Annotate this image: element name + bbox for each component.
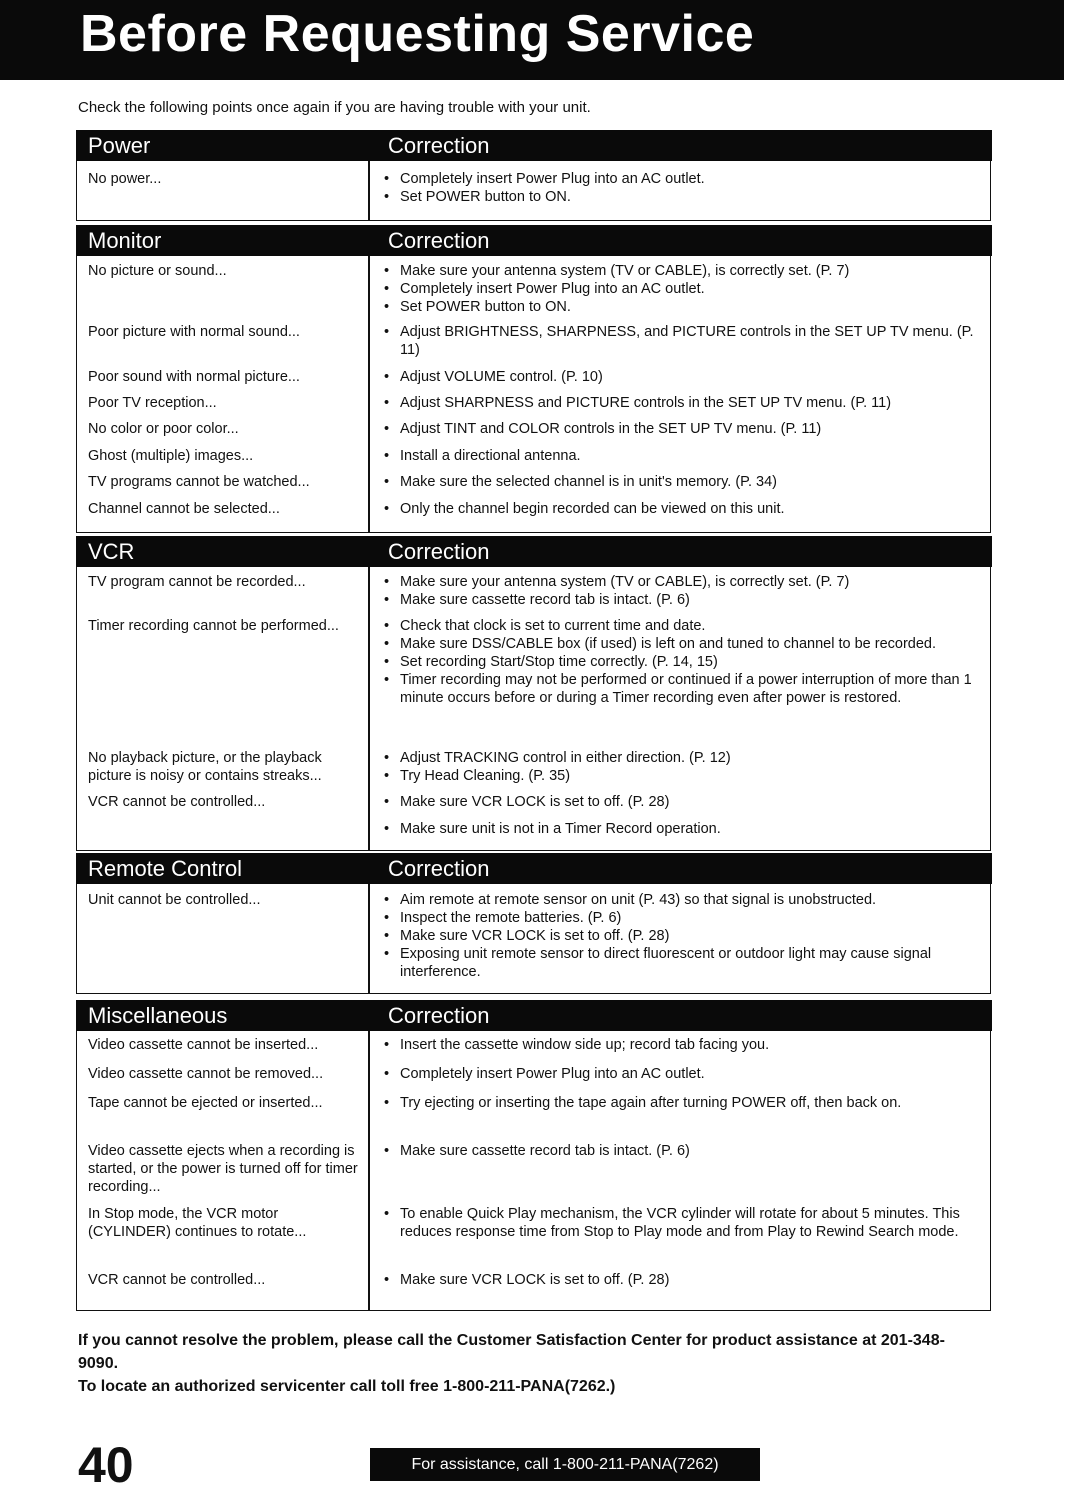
correction-item: • Inspect the remote batteries. (P. 6) [382,909,982,927]
correction-item: • Make sure DSS/CABLE box (if used) is left on and tuned to channel to be recorded. [382,635,982,653]
section-title: Power [88,133,151,158]
correction-list [382,749,982,785]
correction-heading: Correction [388,133,490,158]
column-divider [368,161,370,220]
problem-text: No picture or sound... [88,263,227,279]
problem-text: Video cassette cannot be removed... [88,1066,324,1082]
section-header-monitor [76,225,992,256]
correction-item: • Make sure your antenna system (TV or CABLE), is correctly set. (P. 7) [382,262,982,280]
problem-text: No color or poor color... [88,421,239,437]
column-divider [368,884,370,993]
correction-item: • Aim remote at remote sensor on unit (P. 43) so that signal is unobstructed. [382,891,982,909]
section-header-miscellaneous [76,1000,992,1031]
correction-list [382,447,982,465]
correction-item: • Make sure your antenna system (TV or CABLE), is correctly set. (P. 7) [382,573,982,591]
problem-text: No power... [88,171,162,187]
correction-item: • Make sure VCR LOCK is set to off. (P. 28) [382,927,982,945]
problem-text: Timer recording cannot be performed... [88,618,339,634]
section-header-power [76,130,992,161]
correction-heading: Correction [388,856,490,881]
problem-text: Video cassette ejects when a recording is started, or the power is turned off for timer recording... [88,1143,358,1195]
correction-item: • Install a directional antenna. [382,447,982,465]
correction-list [382,394,982,412]
page-number: 40 [78,1437,134,1493]
correction-item: • Adjust VOLUME control. (P. 10) [382,368,982,386]
section-header-vcr [76,536,992,567]
correction-list [382,1065,982,1083]
problem-text: Poor picture with normal sound... [88,324,300,340]
problem-text: Ghost (multiple) images... [88,448,254,464]
correction-item: • Set recording Start/Stop time correctly. (P. 14, 15) [382,653,982,671]
correction-item: • Try Head Cleaning. (P. 35) [382,767,982,785]
problem-text: Poor sound with normal picture... [88,369,300,385]
correction-item: • Timer recording may not be performed or continued if a power interruption of more than 1 minute occurs before or during a Timer recording even after power is restored. [382,671,982,707]
correction-item: • Set POWER button to ON. [382,298,982,316]
correction-item: • Exposing unit remote sensor to direct fluorescent or outdoor light may cause signal interference. [382,945,982,981]
correction-heading: Correction [388,1003,490,1028]
problem-text: No playback picture, or the playback picture is noisy or contains streaks... [88,750,322,784]
problem-text: VCR cannot be controlled... [88,794,266,810]
correction-item: • Completely insert Power Plug into an AC outlet. [382,170,982,188]
correction-item: • To enable Quick Play mechanism, the VCR cylinder will rotate for about 5 minutes. This reduces response time from Stop to Play mode and from Play to Rewind Search mode. [382,1205,982,1241]
problem-text: In Stop mode, the VCR motor (CYLINDER) continues to rotate... [88,1206,307,1240]
problem-text: Unit cannot be controlled... [88,892,261,908]
correction-list [382,368,982,386]
section-title: Monitor [88,228,162,253]
correction-item: • Try ejecting or inserting the tape again after turning POWER off, then back on. [382,1094,982,1112]
correction-list [382,1036,982,1054]
column-divider [368,567,370,850]
correction-item: • Adjust TRACKING control in either direction. (P. 12) [382,749,982,767]
correction-list [382,473,982,491]
correction-item: • Completely insert Power Plug into an AC outlet. [382,1065,982,1083]
correction-item: • Insert the cassette window side up; record tab facing you. [382,1036,982,1054]
correction-item: • Make sure cassette record tab is intact. (P. 6) [382,1142,982,1160]
correction-list [382,1205,982,1241]
problem-text: Poor TV reception... [88,395,217,411]
correction-list [382,170,982,206]
section-title: Miscellaneous [88,1003,228,1028]
correction-item: • Make sure unit is not in a Timer Record operation. [382,820,982,838]
correction-list [382,617,982,707]
correction-item: • Check that clock is set to current time and date. [382,617,982,635]
correction-item: • Set POWER button to ON. [382,188,982,206]
problem-text: VCR cannot be controlled... [88,1272,266,1288]
correction-item: • Make sure VCR LOCK is set to off. (P. 28) [382,1271,982,1289]
footer-servicenter-text: To locate an authorized servicenter call toll free 1-800-211-PANA(7262.) [78,1378,616,1395]
page-title: Before Requesting Service [80,5,755,63]
correction-item: • Make sure VCR LOCK is set to off. (P. 28) [382,793,982,811]
correction-list [382,500,982,518]
title-bar [0,0,1064,80]
correction-item: • Adjust SHARPNESS and PICTURE controls in the SET UP TV menu. (P. 11) [382,394,982,412]
section-title: Remote Control [88,856,243,881]
correction-item: • Only the channel begin recorded can be viewed on this unit. [382,500,982,518]
correction-list [382,1271,982,1289]
correction-list [382,573,982,609]
correction-list [382,323,982,359]
column-divider [368,1031,370,1310]
section-header-remote-control [76,853,992,884]
problem-text: Tape cannot be ejected or inserted... [88,1095,323,1111]
problem-text: TV programs cannot be watched... [88,474,310,490]
correction-heading: Correction [388,228,490,253]
correction-item: • Completely insert Power Plug into an AC outlet. [382,280,982,298]
correction-list [382,793,982,811]
section-title: VCR [88,539,135,564]
intro-text: Check the following points once again if you are having trouble with your unit. [78,99,591,116]
correction-list [382,262,982,316]
assistance-banner: For assistance, call 1-800-211-PANA(7262) [370,1448,760,1481]
correction-list [382,820,982,838]
correction-item: • Make sure cassette record tab is intact. (P. 6) [382,591,982,609]
correction-list [382,1142,982,1160]
correction-item: • Adjust BRIGHTNESS, SHARPNESS, and PICTURE controls in the SET UP TV menu. (P. 11) [382,323,982,359]
correction-item: • Make sure the selected channel is in unit's memory. (P. 34) [382,473,982,491]
correction-heading: Correction [388,539,490,564]
problem-text: TV program cannot be recorded... [88,574,306,590]
correction-list [382,1094,982,1112]
problem-text: Channel cannot be selected... [88,501,280,517]
correction-item: • Adjust TINT and COLOR controls in the SET UP TV menu. (P. 11) [382,420,982,438]
problem-text: Video cassette cannot be inserted... [88,1037,319,1053]
correction-list [382,891,982,981]
correction-list [382,420,982,438]
footer-support-text: If you cannot resolve the problem, please call the Customer Satisfaction Center for product assistance at 201-348-9090. [78,1332,945,1372]
column-divider [368,256,370,532]
